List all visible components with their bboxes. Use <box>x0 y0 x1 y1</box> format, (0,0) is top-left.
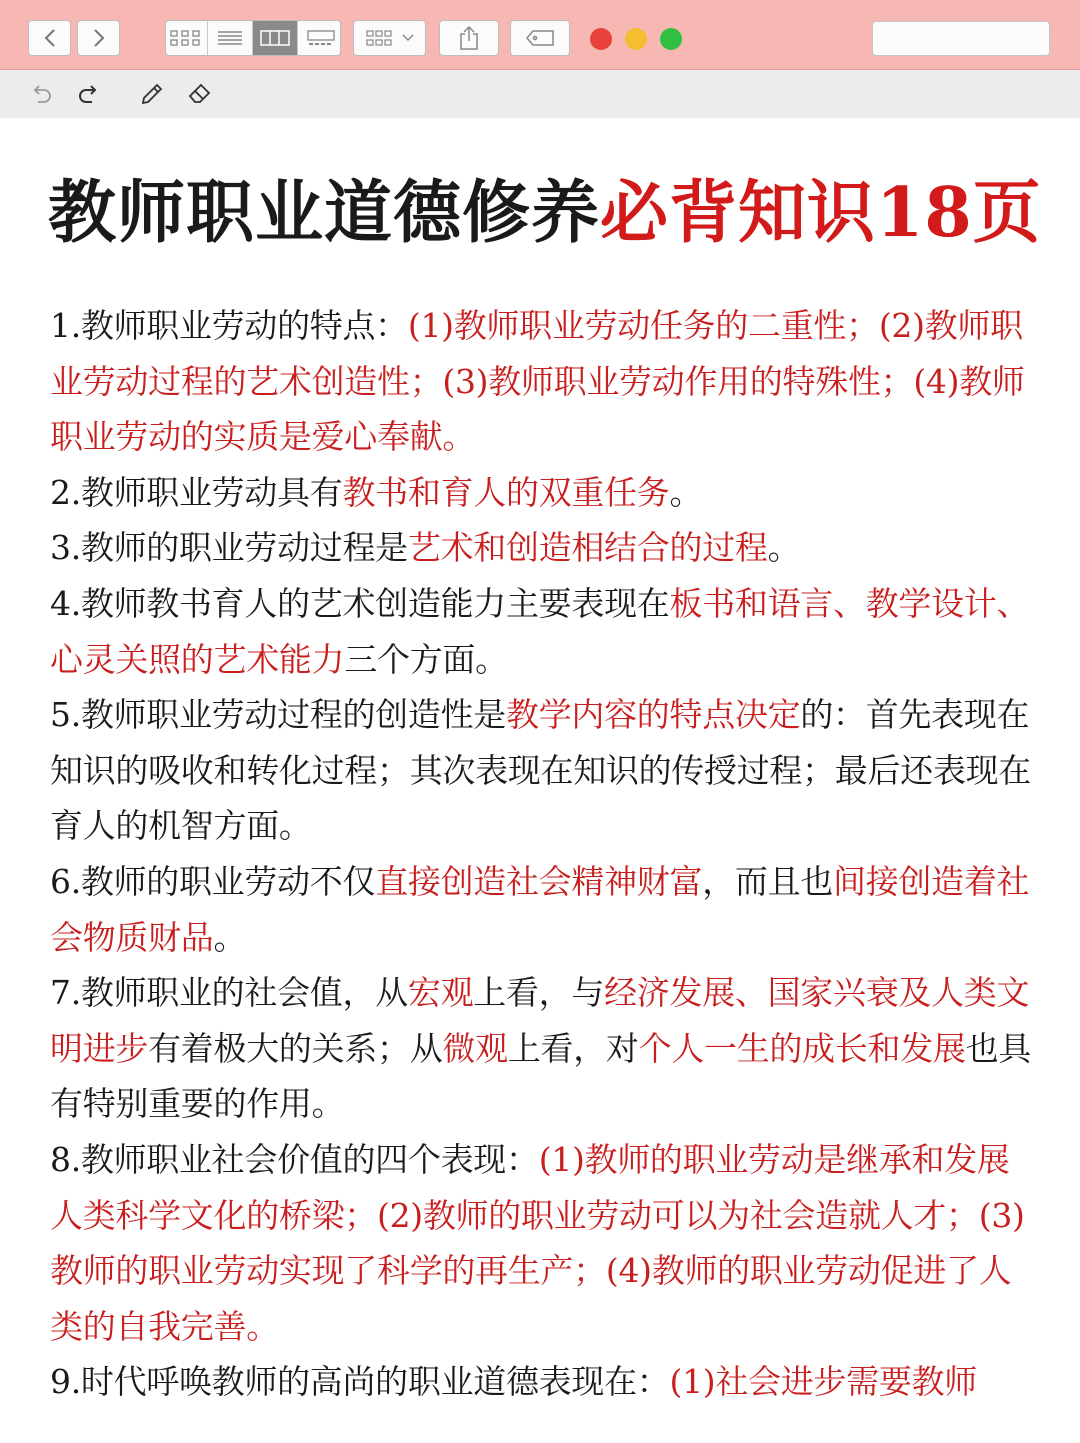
item-text: 4.教师教书育人的艺术创造能力主要表现在 <box>50 583 670 623</box>
item-text: 上看，与 <box>473 973 605 1013</box>
column-view-icon <box>260 29 290 47</box>
item-text: ，而且也 <box>702 861 834 901</box>
highlighted-text: 个人一生的成长和发展 <box>638 1028 966 1068</box>
highlighted-text: 教书和育人的双重任务 <box>342 472 670 512</box>
share-button[interactable] <box>439 20 499 56</box>
knowledge-item <box>50 576 1035 687</box>
knowledge-item <box>50 854 1035 965</box>
group-menu-button[interactable] <box>353 20 426 56</box>
highlighted-text: 教学内容的特点决定 <box>506 695 801 735</box>
view-mode-segmented-control[interactable] <box>165 20 341 56</box>
gallery-view-button[interactable] <box>298 21 343 55</box>
app-toolbar <box>0 0 1080 70</box>
eraser-button[interactable] <box>186 80 214 108</box>
knowledge-item <box>50 520 1035 576</box>
chevron-left-icon <box>43 28 57 48</box>
title-main: 教师职业道德修养 <box>48 173 601 253</box>
highlighted-text: 直接创造社会精神财富 <box>375 861 703 901</box>
item-text: 三个方面。 <box>344 639 508 679</box>
title-highlight: 必背知识18页 <box>600 173 1042 253</box>
group-icon <box>366 29 394 47</box>
redo-icon <box>76 82 100 106</box>
undo-button[interactable] <box>28 80 56 108</box>
document-body <box>50 298 1035 1410</box>
undo-icon <box>30 82 54 106</box>
share-icon <box>458 25 480 51</box>
item-text: 9.时代呼唤教师的高尚的职业道德表现在： <box>50 1362 670 1402</box>
item-text: 有着极大的关系；从 <box>148 1028 443 1068</box>
highlighted-text: 经济发展、国家兴衰及人类文明进步 <box>50 973 1030 1068</box>
knowledge-item <box>50 1354 1035 1410</box>
item-text: 上看，对 <box>507 1028 639 1068</box>
item-text: 5.教师职业劳动过程的创造性是 <box>50 695 506 735</box>
knowledge-item <box>50 1132 1035 1354</box>
list-view-icon <box>217 29 243 47</box>
highlighted-text: (1)教师的职业劳动是继承和发展人类科学文化的桥梁；(2)教师的职业劳动可以为社会造就人才；(3)教师的职业劳动实现了科学的再生产；(4)教师的职业劳动促进了人类的自我完善。 <box>50 1139 1025 1346</box>
highlighted-text: (1)教师职业劳动任务的二重性；(2)教师职业劳动过程的艺术创造性；(3)教师职业劳动作用的特殊性；(4)教师职业劳动的实质是爱心奉献。 <box>50 306 1025 457</box>
item-text: 也具有特别重要的作用。 <box>50 1028 1032 1124</box>
highlighted-text: 间接创造着社会物质财品 <box>50 861 1030 957</box>
item-text: 。 <box>767 528 801 568</box>
highlighted-text: (1)社会进步需要教师 <box>669 1362 977 1402</box>
tag-button[interactable] <box>510 20 570 56</box>
knowledge-item <box>50 298 1035 465</box>
search-input[interactable] <box>881 21 1066 56</box>
back-button[interactable] <box>28 20 71 56</box>
list-view-button[interactable] <box>208 21 253 55</box>
item-text: 1.教师职业劳动的特点： <box>50 306 408 345</box>
search-field[interactable] <box>872 21 1050 56</box>
grid-view-button[interactable] <box>163 21 208 55</box>
highlighted-text: 艺术和创造相结合的过程 <box>407 528 768 568</box>
knowledge-item <box>50 965 1035 1132</box>
item-text: 。 <box>213 917 247 957</box>
gallery-view-icon <box>306 29 336 47</box>
pencil-button[interactable] <box>138 80 166 108</box>
pencil-icon <box>139 81 165 107</box>
item-text: 7.教师职业的社会值，从 <box>50 973 408 1013</box>
forward-button[interactable] <box>77 20 120 56</box>
redo-button[interactable] <box>74 80 102 108</box>
highlighted-text: 宏观 <box>407 973 474 1013</box>
tag-icon <box>525 29 555 47</box>
item-text: 2.教师职业劳动具有 <box>50 472 343 512</box>
edit-toolbar <box>0 70 1080 118</box>
item-text: 。 <box>669 472 703 512</box>
highlighted-text: 板书和语言、教学设计、心灵关照的艺术能力 <box>50 583 1030 679</box>
maximize-window-button[interactable] <box>660 28 682 50</box>
close-window-button[interactable] <box>590 28 612 50</box>
highlighted-text: 微观 <box>442 1028 508 1068</box>
item-text: 6.教师的职业劳动不仅 <box>50 861 376 901</box>
minimize-window-button[interactable] <box>625 28 647 50</box>
item-text: 3.教师的职业劳动过程是 <box>50 528 408 568</box>
grid-view-icon <box>170 29 200 47</box>
page-title <box>48 168 1042 258</box>
chevron-down-icon <box>402 33 414 43</box>
eraser-icon <box>187 81 213 107</box>
chevron-right-icon <box>92 28 106 48</box>
column-view-button[interactable] <box>253 21 298 55</box>
knowledge-item <box>50 687 1035 854</box>
item-text: 的：首先表现在知识的吸收和转化过程；其次表现在知识的传授过程；最后还表现在育人的机智方面。 <box>50 695 1032 846</box>
item-text: 8.教师职业社会价值的四个表现： <box>50 1139 539 1179</box>
knowledge-item <box>50 465 1035 521</box>
